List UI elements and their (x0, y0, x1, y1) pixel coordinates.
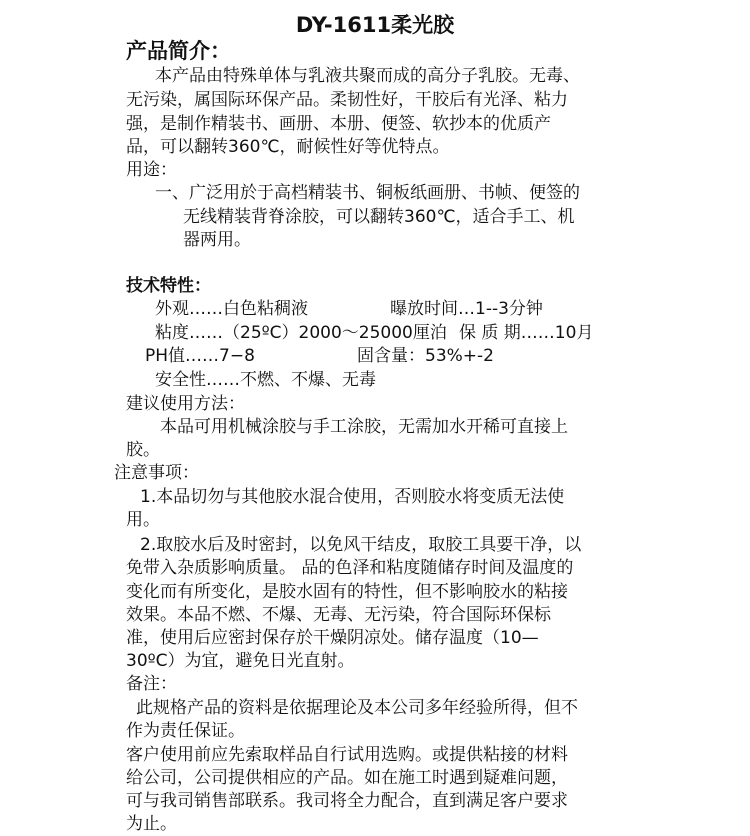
intro-line-4: 品，可以翻转360℃，耐候性好等优特点。 (126, 137, 450, 157)
note-2-line-3: 变化而有所变化，是胶水固有的特性，但不影响胶水的粘接 (126, 582, 568, 602)
usage-line-3: 器两用。 (183, 230, 251, 250)
method-heading: 建议使用方法： (126, 394, 245, 414)
note-2-line-1: 2.取胶水后及时密封，以免风干结皮，取胶工具要干净，以 (140, 535, 582, 555)
note-2-line-5: 准，使用后应密封保存於干燥阴凉处。储存温度（10— (126, 628, 539, 648)
spec-shelf-life: 保 质 期……10月 (459, 323, 594, 343)
method-line-1: 本品可用机械涂胶与手工涂胶，无需加水开稀可直接上 (160, 417, 568, 437)
spec-safety: 安全性……不燃、不爆、无毒 (155, 370, 376, 390)
remark-line-4: 给公司，公司提供相应的产品。如在施工时遇到疑难问题， (126, 768, 568, 788)
specs-heading: 技术特性： (126, 276, 211, 296)
spec-viscosity: 粘度……（25ºC）2000～25000厘泊 (155, 323, 447, 343)
method-line-2: 胶。 (126, 440, 160, 460)
usage-line-1: 一、广泛用於于高档精装书、铜板纸画册、书帧、便签的 (155, 183, 580, 203)
spec-solids: 固含量：53%+-2 (357, 346, 494, 366)
usage-line-2: 无线精装背脊涂胶，可以翻转360℃，适合手工、机 (183, 207, 575, 227)
intro-heading: 产品简介： (126, 39, 231, 63)
spec-appearance: 外观……白色粘稠液 (155, 299, 308, 319)
note-2-line-4: 效果。本品不燃、不爆、无毒、无污染，符合国际环保标 (126, 605, 551, 625)
intro-line-1: 本产品由特殊单体与乳液共聚而成的高分子乳胶。无毒、 (155, 66, 580, 86)
remark-line-5: 可与我司销售部联系。我司将全力配合，直到满足客户要求 (126, 791, 568, 811)
notes-heading: 注意事项： (114, 463, 199, 483)
note-1-line-1: 1.本品切勿与其他胶水混合使用，否则胶水将变质无法使 (140, 487, 565, 507)
spec-ph: PH值……7−8 (145, 346, 255, 366)
spec-open-time: 曝放时间…1--3分钟 (390, 299, 543, 319)
document-title: DY-1611柔光胶 (295, 13, 455, 37)
note-2-line-6: 30ºC）为宜，避免日光直射。 (126, 651, 355, 671)
remark-line-2: 作为责任保证。 (126, 721, 245, 741)
remark-line-3: 客户使用前应先索取样品自行试用选购。或提供粘接的材料 (126, 745, 568, 765)
intro-line-2: 无污染，属国际环保产品。柔韧性好，干胶后有光泽、粘力 (126, 90, 568, 110)
remark-line-1: 此规格产品的资料是依据理论及本公司多年经验所得，但不 (136, 698, 578, 718)
usage-heading: 用途： (126, 160, 177, 180)
intro-line-3: 强，是制作精装书、画册、本册、便签、软抄本的优质产 (126, 114, 551, 134)
remarks-heading: 备注： (126, 674, 177, 694)
note-1-line-2: 用。 (126, 510, 160, 530)
remark-line-6: 为止。 (126, 814, 177, 834)
note-2-line-2: 免带入杂质影响质量。 品的色泽和粘度随储存时间及温度的 (126, 558, 574, 578)
